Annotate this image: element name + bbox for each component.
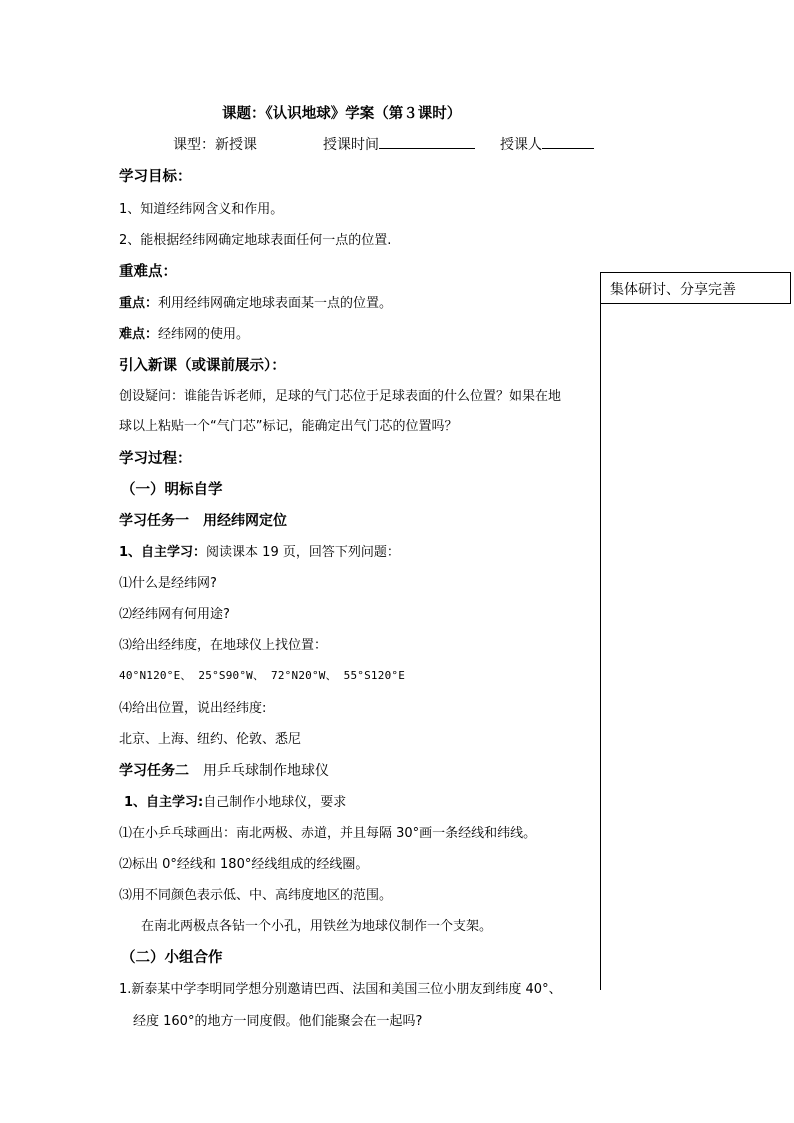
difficult-point-text: 经纬网的使用。 xyxy=(158,327,250,342)
key-point-text: 利用经纬网确定地球表面某一点的位置。 xyxy=(158,296,393,311)
requirement: ⑴在小乒乓球画出：南北两极、赤道，并且每隔 30°画一条经线和纬线。 xyxy=(119,826,537,841)
coordinates-list: 40°N120°E、 25°S90°W、 72°N20°W、 55°S120°E xyxy=(119,669,406,682)
cities-list: 北京、上海、纽约、伦敦、悉尼 xyxy=(119,732,302,747)
part1-heading: （一）明标自学 xyxy=(121,482,223,498)
task2-title: 用乒乓球制作地球仪 xyxy=(203,763,329,779)
time-field xyxy=(323,134,475,154)
task1-label: 学习任务一 xyxy=(119,513,189,529)
group-question-line: 经度 160°的地方一同度假。他们能聚会在一起吗? xyxy=(133,1014,423,1029)
question: ⑶给出经纬度，在地球仪上找位置： xyxy=(119,638,328,653)
requirement: 在南北两极点各钻一个小孔，用铁丝为地球仪制作一个支架。 xyxy=(141,919,493,934)
difficult-point xyxy=(119,323,249,342)
task2-self-text: 自己制作小地球仪，要求 xyxy=(203,795,347,810)
time-blank xyxy=(379,136,475,149)
time-label: 授课时间 xyxy=(323,137,379,153)
task2-label: 学习任务二 xyxy=(119,763,189,779)
teacher-field xyxy=(500,134,594,154)
part2-heading: （二）小组合作 xyxy=(121,950,223,966)
intro-text-line: 创设疑问：谁能告诉老师，足球的气门芯位于足球表面的什么位置？如果在地 xyxy=(119,389,562,404)
goals-heading: 学习目标： xyxy=(119,169,192,185)
side-column-divider xyxy=(600,304,601,990)
side-note-box xyxy=(600,272,791,304)
key-points-heading: 重难点： xyxy=(119,264,177,280)
teacher-blank xyxy=(542,136,594,149)
difficult-point-label: 难点： xyxy=(119,327,159,342)
task2-self-label: 1、自主学习: xyxy=(124,795,204,810)
key-point-label: 重点： xyxy=(119,296,159,311)
goal-item: 1、知道经纬网含义和作用。 xyxy=(119,202,284,217)
page-title: 课题：《认识地球》学案（第３课时） xyxy=(222,106,462,122)
question: ⑴什么是经纬网? xyxy=(119,576,217,591)
requirement: ⑶用不同颜色表示低、中、高纬度地区的范围。 xyxy=(119,888,393,903)
intro-heading: 引入新课（或课前展示）： xyxy=(119,358,286,374)
course-type: 课型：新授课 xyxy=(173,137,257,153)
task1-title: 用经纬网定位 xyxy=(203,513,287,529)
task1-self-label: 1、自主学习： xyxy=(119,545,207,560)
teacher-label: 授课人 xyxy=(500,137,542,153)
task2-self-study xyxy=(124,791,346,810)
question: ⑷给出位置，说出经纬度: xyxy=(119,701,267,716)
group-question-line: 1.新泰某中学李明同学想分别邀请巴西、法国和美国三位小朋友到纬度 40°、 xyxy=(119,982,562,997)
process-heading: 学习过程： xyxy=(119,451,192,467)
key-point xyxy=(119,292,392,311)
task1-self-study xyxy=(119,541,400,560)
task1-heading xyxy=(119,510,287,530)
goal-item: 2、能根据经纬网确定地球表面任何一点的位置. xyxy=(119,233,392,248)
side-note-text: 集体研讨、分享完善 xyxy=(610,282,736,298)
task2-heading xyxy=(119,760,329,780)
requirement: ⑵标出 0°经线和 180°经线组成的经线圈。 xyxy=(119,857,369,872)
intro-text-line: 球以上粘贴一个“气门芯”标记，能确定出气门芯的位置吗？ xyxy=(119,419,458,434)
task1-self-text: 阅读课本 19 页，回答下列问题： xyxy=(206,545,400,560)
question: ⑵经纬网有何用途? xyxy=(119,607,230,622)
